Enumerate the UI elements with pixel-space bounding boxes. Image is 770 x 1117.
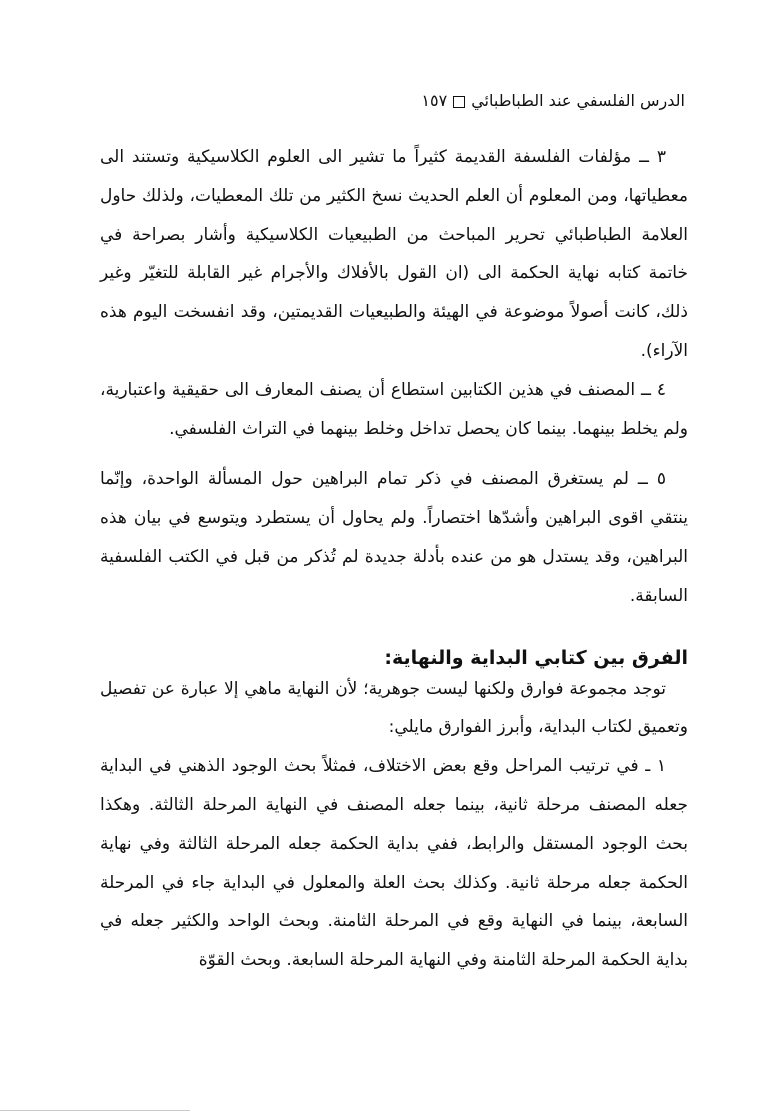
square-separator-icon [453,96,465,108]
paragraph-4: ٤ ــ المصنف في هذين الكتابين استطاع أن يصنف المعارف الى حقيقية واعتبارية، ولم يخلط بينهما. بينما كان يحصل تداخل وخلط بينهما في التراث الفلسفي. [100,379,688,439]
header-title: الدرس الفلسفي عند الطباطبائي [471,91,685,110]
section-heading: الفرق بين كتابي البداية والنهاية: [384,646,688,669]
bottom-edge-line [0,1110,190,1111]
running-header [421,90,685,112]
paragraph-5: ٥ ــ لم يستغرق المصنف في ذكر تمام البراهين حول المسألة الواحدة، وإنّما ينتقي اقوى البراهين وأشدّها اختصاراً. ولم يحاول أن يستطرد ويتوسع في بيان هذه البراهين، وقد يستدل هو من عنده بأدلة جديدة لم تُذكر من قبل في الكتب الفلسفية السابقة. [100,469,688,606]
intro-paragraph: توجد مجموعة فوارق ولكنها ليست جوهرية؛ لأن النهاية ماهي إلا عبارة عن تفصيل وتعميق لكتاب البداية، وأبرز الفوارق مايلي: [100,678,688,738]
page-number: ١٥٧ [421,91,448,110]
difference-1-paragraph: ١ ـ في ترتيب المراحل وقع بعض الاختلاف، فمثلاً بحث الوجود الذهني في البداية جعله المصنف مرحلة ثانية، بينما جعله المصنف في النهاية المرحلة الثالثة. وهكذا بحث الوجود المستقل والرابط، ففي بداية الحكمة جعله المرحلة الثالثة وفي نهاية الحكمة جعله مرحلة ثانية. وكذلك بحث العلة والمعلول في البداية جاء في المرحلة السابعة، بينما في النهاية وقع في المرحلة الثامنة. وبحث الواحد والكثير جعله في بداية الحكمة المرحلة الثامنة وفي النهاية المرحلة السابعة. وبحث القوّة [100,756,688,971]
paragraph-3: ٣ ــ مؤلفات الفلسفة القديمة كثيراً ما تشير الى العلوم الكلاسيكية وتستند الى معطياتها، ومن المعلوم أن العلم الحديث نسخ الكثير من تلك المعطيات، ولذلك حاول العلامة الطباطبائي تحرير المباحث من الطبيعيات الكلاسيكية وأشار بصراحة في خاتمة كتابه نهاية الحكمة الى (ان القول بالأفلاك والأجرام غير القابلة للتغيّر وغير ذلك، كانت أصولاً موضوعة في الهيئة والطبيعيات القديمتين، وقد انفسخت اليوم هذه الآراء). [100,147,688,361]
body-text [100,138,688,980]
